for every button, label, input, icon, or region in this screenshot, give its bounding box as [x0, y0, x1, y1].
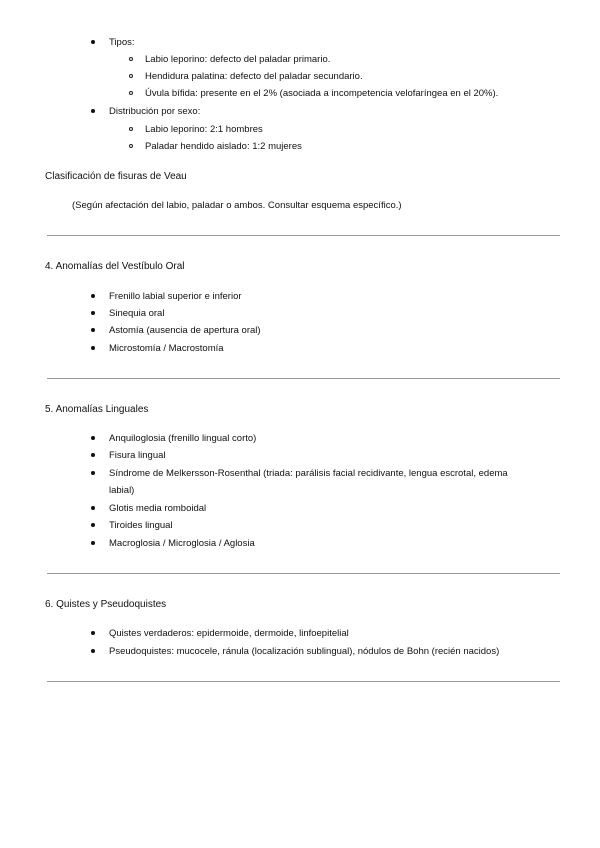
- list-item: Anquiloglosia (frenillo lingual corto): [109, 433, 257, 444]
- bullet-dot: [91, 506, 95, 510]
- list-item: Labio leporino: defecto del paladar primario.: [145, 54, 331, 65]
- bullet-dot: [91, 453, 95, 457]
- list-item: Sinequia oral: [109, 308, 165, 319]
- bullet-dot: [91, 541, 95, 545]
- list-item: Hendidura palatina: defecto del paladar secundario.: [145, 71, 363, 82]
- bullet-dot: [91, 346, 95, 350]
- list-item: Microstomía / Macrostomía: [109, 343, 224, 354]
- list-item: Fisura lingual: [109, 450, 166, 461]
- list-item: Paladar hendido aislado: 1:2 mujeres: [145, 141, 302, 152]
- bullet-dot: [91, 40, 95, 44]
- divider: [47, 378, 560, 379]
- list-item: Macroglosia / Microglosia / Aglosia: [109, 538, 255, 549]
- sub-bullet: [129, 127, 133, 131]
- list-item: Astomía (ausencia de apertura oral): [109, 325, 261, 336]
- sub-bullet: [129, 91, 133, 95]
- bullet-dot: [91, 328, 95, 332]
- bullet-dot: [91, 523, 95, 527]
- list-item: Pseudoquistes: mucocele, ránula (localización sublingual), nódulos de Bohn (recién nacidos): [109, 646, 500, 657]
- divider: [47, 235, 560, 236]
- sub-bullet: [129, 74, 133, 78]
- sub-bullet: [129, 144, 133, 148]
- list-item: Frenillo labial superior e inferior: [109, 291, 242, 302]
- list-item-continuation: labial): [109, 485, 135, 496]
- list-item: Úvula bífida: presente en el 2% (asociada a incompetencia velofaríngea en el 20%).: [145, 88, 499, 99]
- bullet-dot: [91, 631, 95, 635]
- bullet-dot: [91, 294, 95, 298]
- section-5-title: 5. Anomalías Linguales: [45, 404, 149, 415]
- list-item: Tiroides lingual: [109, 520, 173, 531]
- tipos-label: Tipos:: [109, 37, 135, 48]
- sexo-label: Distribución por sexo:: [109, 106, 201, 117]
- section-6-title: 6. Quistes y Pseudoquistes: [45, 599, 167, 610]
- veau-note: (Según afectación del labio, paladar o ambos. Consultar esquema específico.): [72, 200, 402, 211]
- list-item: Quistes verdaderos: epidermoide, dermoide, linfoepitelial: [109, 628, 349, 639]
- bullet-dot: [91, 311, 95, 315]
- list-item: Glotis media romboidal: [109, 503, 207, 514]
- section-4-title: 4. Anomalías del Vestíbulo Oral: [45, 261, 185, 272]
- bullet-dot: [91, 109, 95, 113]
- divider: [47, 681, 560, 682]
- bullet-dot: [91, 649, 95, 653]
- bullet-dot: [91, 436, 95, 440]
- list-item: Labio leporino: 2:1 hombres: [145, 124, 263, 135]
- sub-bullet: [129, 57, 133, 61]
- veau-title: Clasificación de fisuras de Veau: [45, 171, 187, 182]
- divider: [47, 573, 560, 574]
- bullet-dot: [91, 471, 95, 475]
- list-item: Síndrome de Melkersson-Rosenthal (triada: parálisis facial recidivante, lengua escrotal, edema: [109, 468, 508, 479]
